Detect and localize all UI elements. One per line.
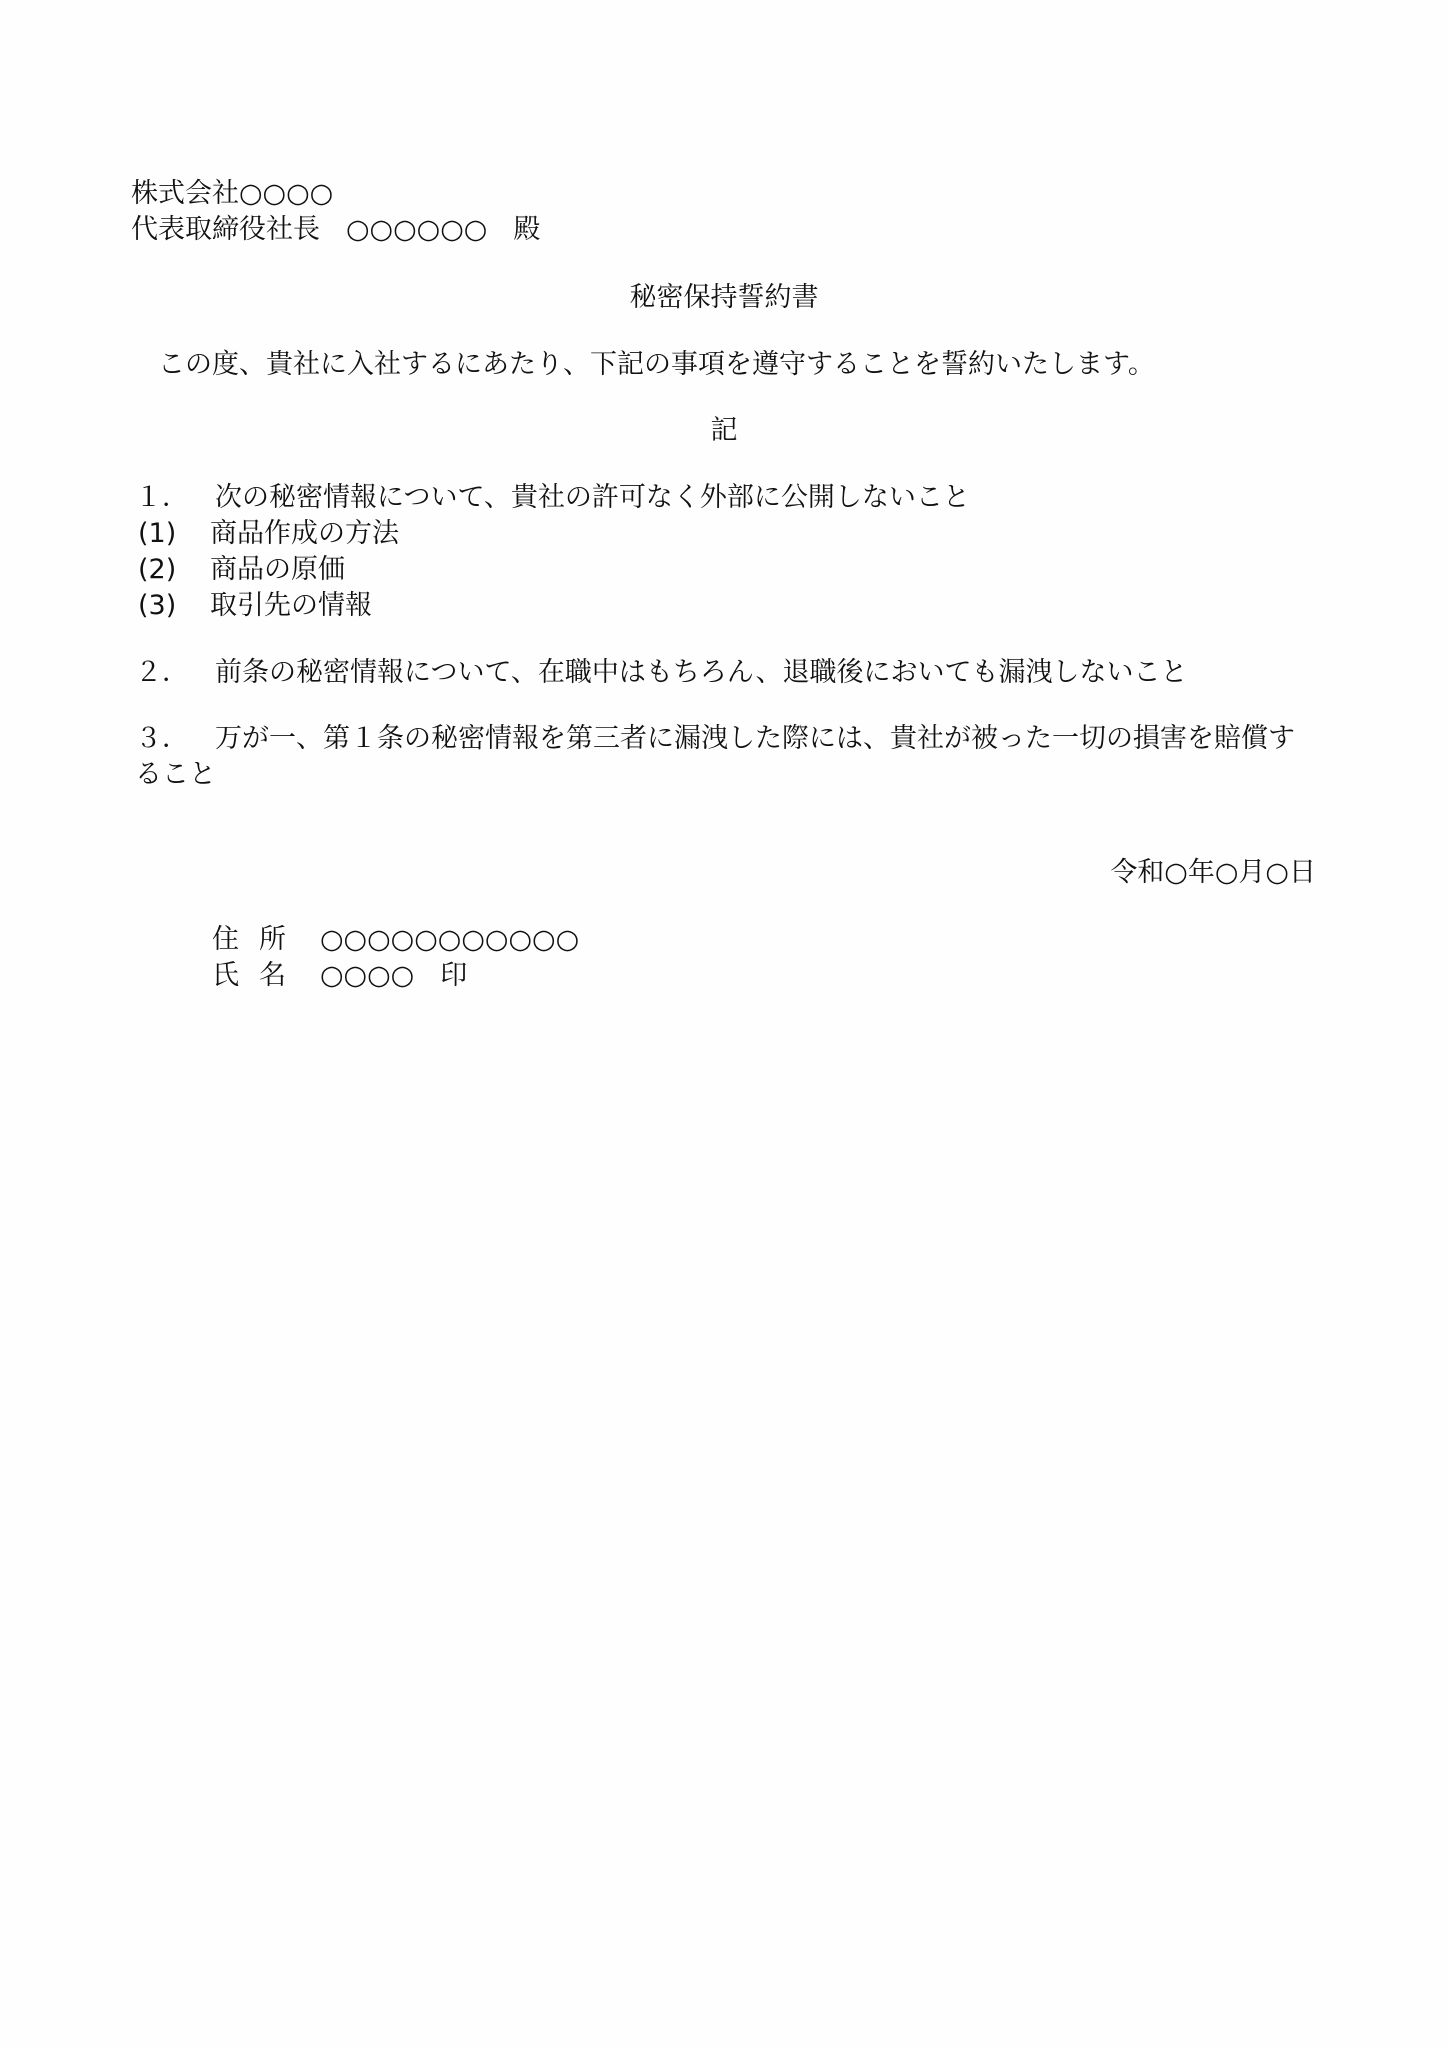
document-date: 令和○年○月○日 (1110, 857, 1316, 888)
name-label: 氏名 (212, 960, 306, 991)
addressee-president (131, 212, 540, 248)
subitem-2 (138, 552, 345, 588)
clause-3 (135, 721, 1315, 793)
subitem-1 (138, 516, 399, 552)
clause-number: １． (135, 482, 189, 513)
clause-text: 次の秘密情報について、貴社の許可なく外部に公開しないこと (215, 482, 970, 513)
president-name: ○○○○○○ (346, 214, 488, 245)
subitem-number: (1) (138, 518, 177, 549)
name-value: ○○○○ (320, 960, 415, 991)
clause-text: 前条の秘密情報について、在職中はもちろん、退職後においても漏洩しないこと (215, 657, 1188, 688)
intro-paragraph: この度、貴社に入社するにあたり、下記の事項を遵守することを誓約いたします。 (158, 349, 1155, 380)
clause-2 (135, 655, 1188, 691)
signature-address (212, 922, 579, 958)
subitem-number: (2) (138, 554, 177, 585)
honorific: 殿 (513, 214, 541, 245)
addressee-company: 株式会社○○○○ (131, 178, 334, 209)
clause-number: ２． (135, 657, 189, 688)
address-value: ○○○○○○○○○○○ (320, 924, 580, 955)
president-title: 代表取締役社長 (131, 214, 320, 245)
document-title: 秘密保持誓約書 (629, 282, 819, 313)
subitem-3 (138, 588, 372, 624)
clause-1 (135, 480, 970, 516)
clause-text: 万が一、第１条の秘密情報を第三者に漏洩した際には、貴社が被った一切の損害を賠償すること (135, 723, 1295, 790)
address-label: 住所 (212, 924, 306, 955)
seal-mark: 印 (440, 960, 468, 991)
subitem-text: 取引先の情報 (210, 590, 372, 621)
ki-heading: 記 (710, 415, 738, 446)
clause-number: ３． (135, 723, 189, 754)
signature-name (212, 958, 467, 994)
subitem-text: 商品の原価 (210, 554, 345, 585)
subitem-text: 商品作成の方法 (210, 518, 399, 549)
subitem-number: (3) (138, 590, 177, 621)
